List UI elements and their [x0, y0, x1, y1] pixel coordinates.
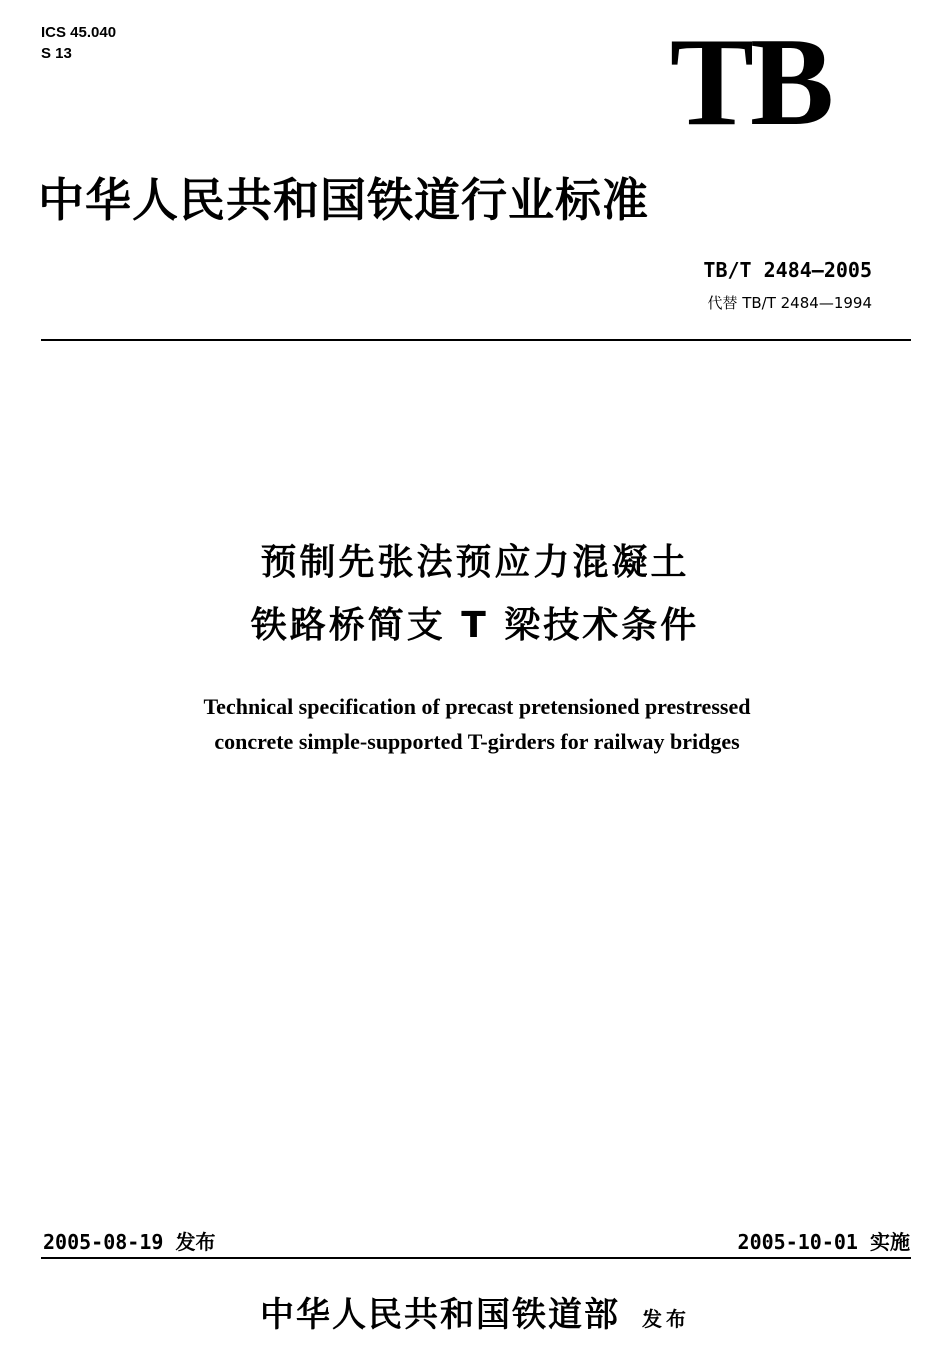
standard-number: TB/T 2484—2005: [703, 258, 872, 282]
implementation-date: 2005-10-01 实施: [737, 1230, 910, 1254]
title-zh-line2: 铁路桥简支 T 梁技术条件: [250, 605, 700, 646]
title-en-line2: concrete simple-supported T-girders for railway bridges: [214, 729, 740, 754]
tb-logo: TB: [669, 13, 830, 152]
header-title: 中华人民共和国铁道行业标准: [38, 173, 649, 227]
title-zh-line1: 预制先张法预应力混凝土: [260, 542, 690, 583]
title-en-line1: Technical specification of precast pretensioned prestressed: [203, 694, 751, 719]
top-divider: [41, 339, 911, 341]
publisher-org: 中华人民共和国铁道部: [260, 1295, 620, 1335]
ics-code: ICS 45.040: [41, 24, 117, 41]
publisher-action: 发布: [642, 1307, 690, 1331]
ccs-code: S 13: [41, 45, 72, 62]
replaces-standard: 代替 TB/T 2484—1994: [707, 294, 872, 312]
classification-codes: [41, 22, 116, 64]
publisher: [0, 1292, 950, 1338]
bottom-divider: [41, 1257, 911, 1259]
issue-date: 2005-08-19 发布: [43, 1230, 216, 1254]
